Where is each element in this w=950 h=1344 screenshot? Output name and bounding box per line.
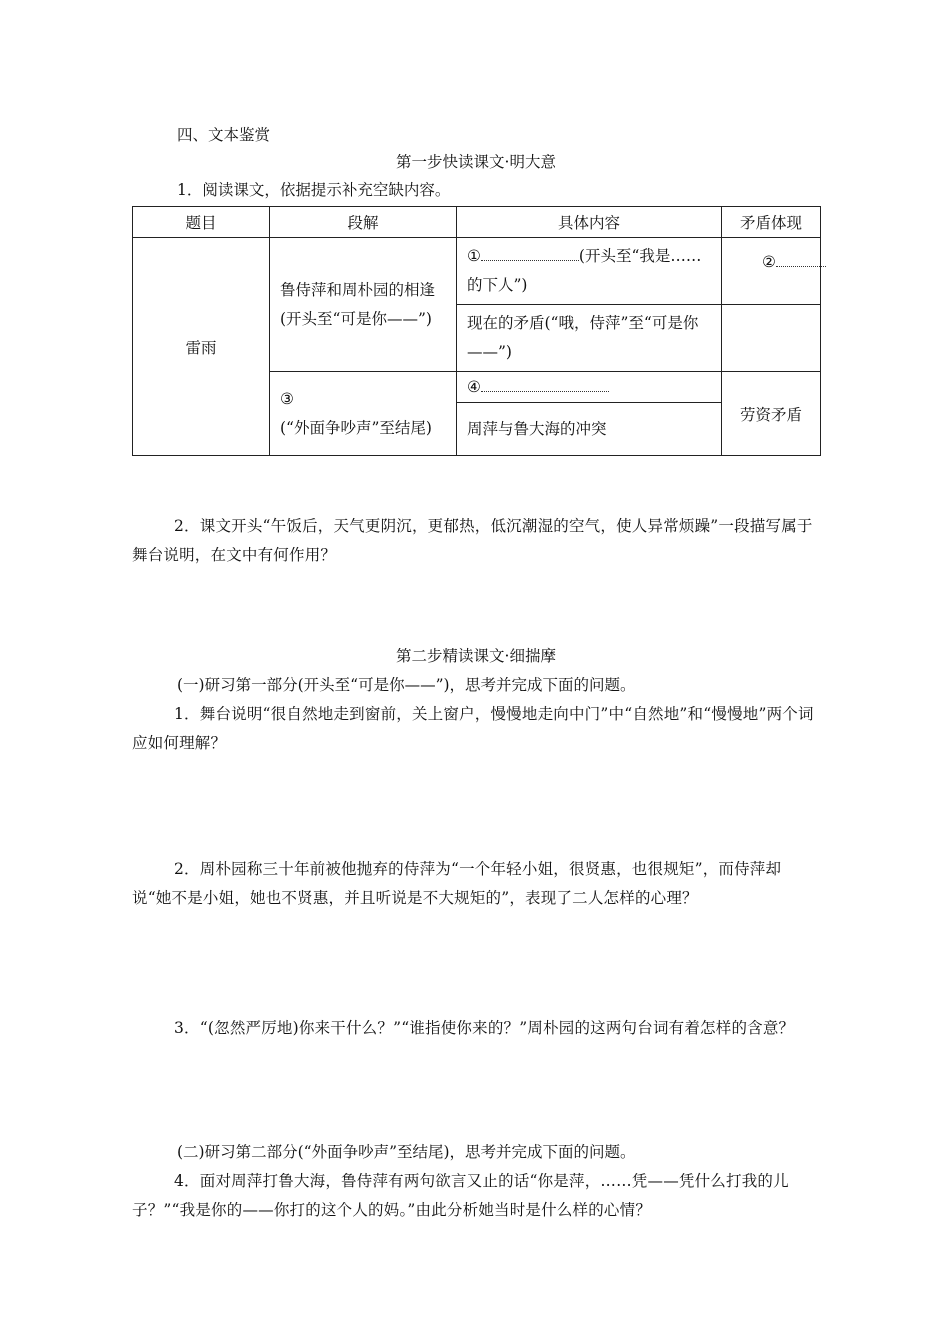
table-header-cell: 题目 bbox=[133, 207, 270, 238]
content-2: 现在的矛盾(“哦，侍萍”至“可是你——”) bbox=[467, 314, 699, 361]
circled-number-4: ④ bbox=[467, 378, 481, 396]
step2-question-2-text: 2．周朴园称三十年前被他抛弃的侍萍为“一个年轻小姐，很贤惠，也很规矩”，而侍萍却说“她不是小姐，她也不贤惠，并且听说是不大规矩的”，表现了二人怎样的心理？ bbox=[132, 860, 782, 907]
step2-question-3-text: 3．“(忽然严厉地)你来干什么？”“谁指使你来的？”周朴园的这两句台词有着怎样的含意？ bbox=[174, 1019, 795, 1037]
conflict-cell: 劳资矛盾 bbox=[722, 372, 821, 456]
table-row bbox=[133, 238, 821, 305]
table-header-cell: 段解 bbox=[270, 207, 457, 238]
content-cell bbox=[457, 372, 722, 403]
content-1-text: (开头至“我是……的下人”) bbox=[467, 247, 702, 294]
step2-question-1-text: 1．舞台说明“很自然地走到窗前，关上窗户，慢慢地走向中门”中“自然地”和“慢慢地”两个词应如何理解？ bbox=[132, 705, 814, 752]
step1-question-1: 1．阅读课文，依据提示补充空缺内容。 bbox=[177, 181, 451, 199]
segment-cell bbox=[270, 238, 457, 372]
table-header-cell: 矛盾体现 bbox=[722, 207, 821, 238]
title-cell: 雷雨 bbox=[133, 238, 270, 456]
circled-number-1: ① bbox=[467, 247, 481, 265]
part-2-intro: (二)研习第二部分(“外面争吵声”至结尾)，思考并完成下面的问题。 bbox=[177, 1143, 636, 1161]
circled-number-3: ③ bbox=[280, 389, 294, 408]
content-cell bbox=[457, 403, 722, 456]
summary-table bbox=[132, 206, 821, 456]
table-header-row bbox=[133, 207, 821, 238]
fill-blank-2 bbox=[776, 252, 826, 267]
conflict-cell-empty bbox=[722, 305, 821, 372]
segment-cell bbox=[270, 372, 457, 456]
content-4: 周萍与鲁大海的冲突 bbox=[467, 419, 607, 438]
part-1-intro: (一)研习第一部分(开头至“可是你——”)，思考并完成下面的问题。 bbox=[177, 676, 636, 694]
circled-number-2: ② bbox=[762, 253, 776, 271]
table-header-cell: 具体内容 bbox=[457, 207, 722, 238]
segment-1-text: 鲁侍萍和周朴园的相逢(开头至“可是你——”) bbox=[280, 280, 436, 328]
section-title: 四、文本鉴赏 bbox=[177, 126, 271, 144]
fill-blank-4 bbox=[481, 377, 609, 392]
step2-question-1 bbox=[132, 700, 820, 758]
step2-question-3 bbox=[132, 1014, 820, 1043]
step2-question-4-text: 4．面对周萍打鲁大海，鲁侍萍有两句欲言又止的话“你是萍，……凭——凭什么打我的儿子？”“我是你的——你打的这个人的妈。”由此分析她当时是什么样的心情？ bbox=[132, 1172, 789, 1219]
step2-question-4 bbox=[132, 1167, 820, 1225]
content-1 bbox=[457, 238, 721, 304]
step1-heading: 第一步快读课文·明大意 bbox=[396, 153, 556, 171]
step2-heading: 第二步精读课文·细揣摩 bbox=[396, 647, 556, 665]
conflict-cell bbox=[722, 238, 821, 305]
fill-blank-1 bbox=[481, 246, 579, 261]
step2-question-2 bbox=[132, 855, 820, 913]
content-cell bbox=[457, 305, 722, 372]
step1-question-2 bbox=[132, 512, 820, 570]
segment-2-text: (“外面争吵声”至结尾) bbox=[280, 418, 432, 437]
step1-question-2-text: 2．课文开头“午饭后，天气更阴沉，更郁热，低沉潮湿的空气，使人异常烦躁”一段描写属于舞台说明，在文中有何作用？ bbox=[132, 517, 813, 564]
content-cell bbox=[457, 238, 722, 305]
